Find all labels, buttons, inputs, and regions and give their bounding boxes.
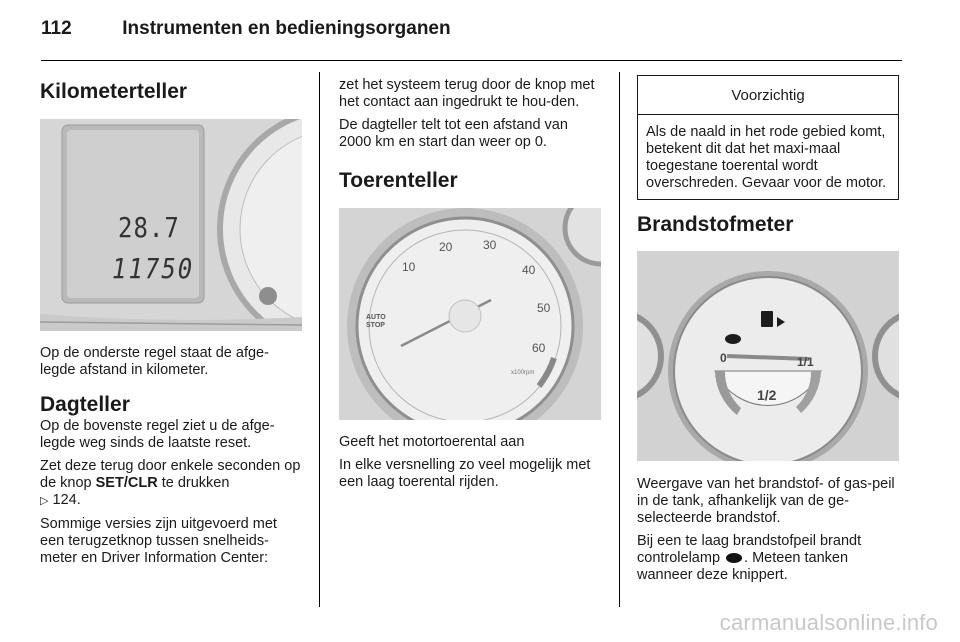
heading-brandstofmeter: Brandstofmeter — [637, 213, 794, 236]
page-reference-link[interactable]: 124. — [52, 492, 81, 508]
tach-label-10: 10 — [402, 260, 416, 274]
auto-stop-marking-line1: AUTO — [366, 314, 386, 321]
tach-unit-label: x100rpm — [511, 370, 535, 376]
paragraph-reset-knob-versions: Sommige versies zijn uitgevoerd met een terugzetknop tussen snelheids-meter en Driver Information Center: — [40, 516, 277, 566]
heading-toerenteller: Toerenteller — [339, 169, 458, 192]
set-clr-button-label: SET/CLR — [95, 475, 158, 491]
fuel-label-half: 1/2 — [757, 387, 777, 403]
tachometer-photo — [339, 208, 601, 420]
chapter-title: Instrumenten en bedieningsorganen — [122, 18, 451, 39]
heading-kilometerteller: Kilometerteller — [40, 80, 188, 103]
paragraph-fuel-warning-suffix: . Meteen tanken wanneer deze knippert. — [637, 550, 849, 583]
odometer-trip-value: 28.7 — [118, 211, 180, 245]
paragraph-trip-reset-suffix: te drukken — [157, 475, 230, 491]
odometer-photo — [40, 119, 302, 331]
caution-text: Als de naald in het rode gebied komt, betekent dit dat het maxi-maal toegestane toerental wordt overschreden. Gevaar voor de motor. — [646, 124, 887, 191]
fuel-gauge-illustration — [637, 251, 899, 461]
paragraph-fuel-warning-text: Bij een te laag brandstofpeil brandt controlelamp — [637, 533, 862, 566]
column-separator — [619, 72, 620, 607]
column-middle — [339, 72, 601, 497]
column-left — [40, 72, 302, 573]
fuel-warning-lamp-icon — [726, 553, 742, 563]
tach-label-40: 40 — [522, 263, 536, 277]
paragraph-odometer-lower-line: Op de onderste regel staat de afge-legde afstand in kilometer. — [40, 345, 269, 378]
heading-dagteller: Dagteller — [40, 393, 130, 416]
auto-stop-marking-line2: STOP — [366, 322, 385, 329]
paragraph-trip-upper-line: Op de bovenste regel ziet u de afge-legde weg sinds de laatste reset. — [40, 418, 275, 451]
paragraph-trip-reset — [40, 458, 302, 510]
column-separator — [319, 72, 320, 607]
caution-box — [637, 75, 899, 200]
header-rule — [41, 60, 902, 61]
fuel-label-full: 1/1 — [797, 355, 814, 369]
column-right — [637, 72, 899, 590]
tach-label-20: 20 — [439, 240, 453, 254]
paragraph-tach-advice: In elke versnelling zo veel mogelijk met een laag toerental rijden. — [339, 457, 591, 490]
paragraph-tach-purpose: Geeft het motortoerental aan — [339, 434, 525, 450]
paragraph-reset-procedure: zet het systeem terug door de knop met het contact aan ingedrukt te hou-den. — [339, 77, 595, 110]
odometer-total-value: 11750 — [112, 252, 195, 286]
fuel-label-empty: 0 — [720, 351, 727, 365]
fuel-gauge-photo — [637, 251, 899, 461]
paragraph-trip-reset-text: Zet deze terug door enkele seconden op de knop — [40, 458, 301, 491]
watermark: carmanualsonline.info — [719, 610, 938, 635]
page-reference-arrow-icon: ▷ — [40, 495, 49, 507]
tach-label-50: 50 — [537, 301, 551, 315]
paragraph-trip-limit: De dagteller telt tot een afstand van 2000 km en start dan weer op 0. — [339, 117, 568, 150]
page-number: 112 — [41, 18, 72, 39]
tach-label-60: 60 — [532, 341, 546, 355]
caution-title: Voorzichtig — [638, 76, 898, 115]
tach-label-30: 30 — [483, 238, 497, 252]
paragraph-fuel-display: Weergave van het brandstof- of gas-peil in de tank, afhankelijk van de ge-selecteerde brandstof. — [637, 476, 895, 526]
paragraph-fuel-warning — [637, 533, 899, 584]
page-header — [41, 18, 451, 40]
